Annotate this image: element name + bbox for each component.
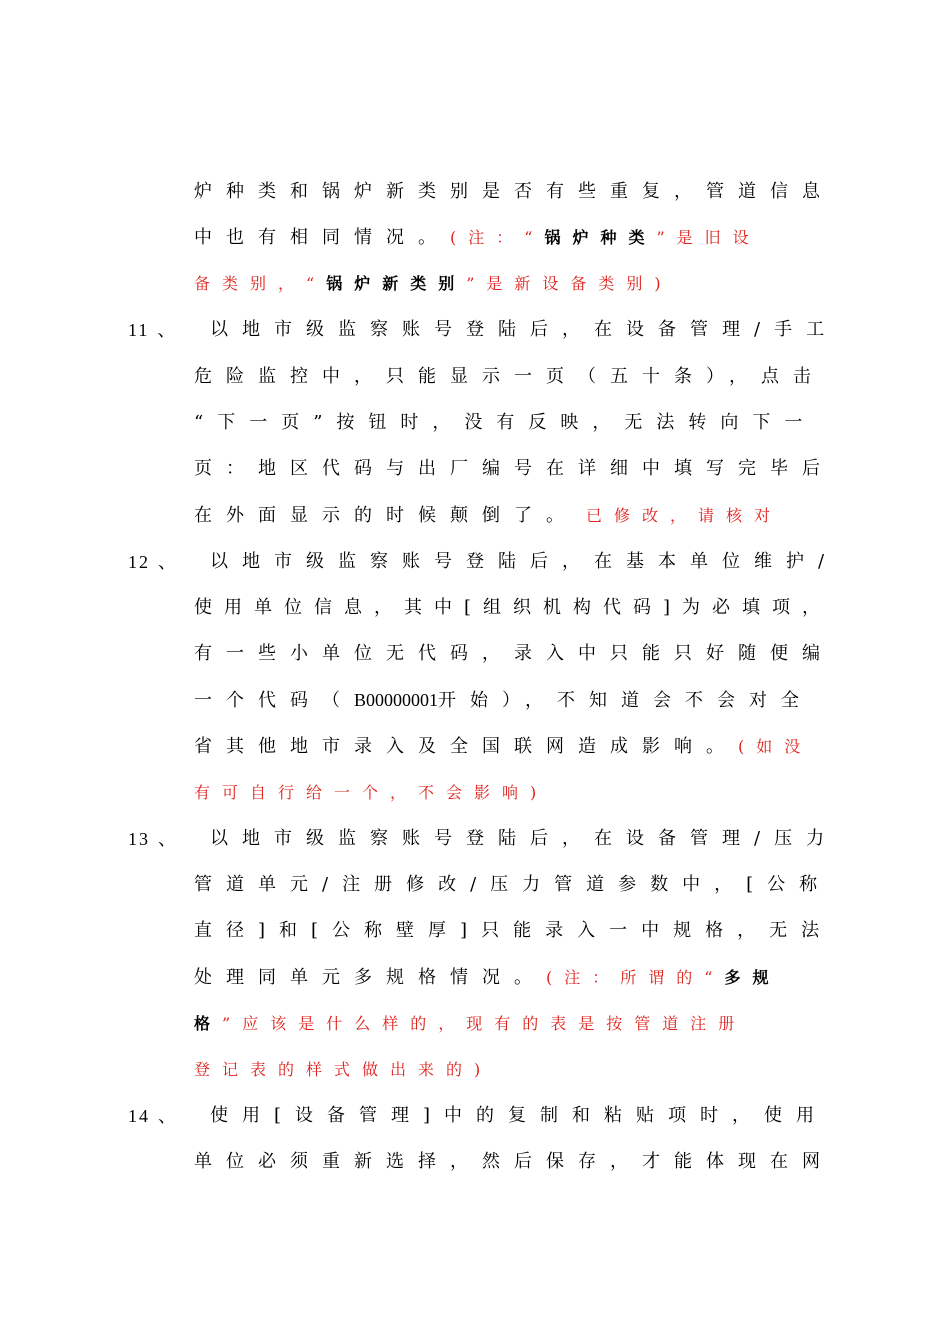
text-line [194, 365, 824, 389]
body-text: 处理同单元多规格情况。 [194, 967, 546, 988]
body-text: 一个代码（ [194, 690, 354, 711]
text-line [194, 781, 824, 805]
text-line [194, 688, 824, 712]
text-line [210, 550, 840, 574]
text-line [194, 180, 834, 204]
body-text: 页：地区代码与出厂编号在详细中填写完毕后 [194, 458, 834, 479]
text-line [194, 873, 832, 897]
note-text: 有可自行给一个，不会影响) [194, 783, 549, 802]
body-text: 炉种类和锅炉新类别是否有些重复，管道信息 [194, 181, 834, 202]
note-text: (注：“ [450, 228, 545, 247]
note-text: ”是新设备类别) [466, 274, 673, 293]
body-text: 使用单位信息，其中[组织机构代码]为必填项， [194, 597, 833, 618]
text-line [194, 735, 824, 759]
note-text: (如没 [738, 737, 813, 756]
text-line [194, 411, 824, 435]
text-line [194, 1012, 824, 1036]
body-text: 以地市级监察账号登陆后，在基本单位维护/ [210, 551, 839, 572]
text-line [194, 226, 824, 250]
text-line [194, 596, 833, 620]
note-text: 已修改，请核对 [586, 506, 783, 525]
item-number: 11 、 [128, 320, 178, 340]
body-text: 在外面显示的时候颠倒了。 [194, 505, 578, 526]
note-bold-text: 多规 [724, 968, 781, 987]
body-text: 省其他地市录入及全国联网造成影响。 [194, 736, 738, 757]
item-number: 13 、 [128, 829, 178, 849]
note-text: 备类别，“ [194, 274, 327, 293]
text-line [210, 827, 840, 851]
item-number: 12 、 [128, 552, 178, 572]
text-line [194, 1058, 824, 1082]
text-line [210, 318, 840, 342]
body-text: 以地市级监察账号登陆后，在设备管理/压力 [210, 828, 839, 849]
body-text: 中也有相同情况。 [194, 227, 450, 248]
body-text: 以地市级监察账号登陆后，在设备管理/手工 [210, 319, 839, 340]
text-line [194, 919, 834, 943]
body-text: “下一页”按钮时，没有反映，无法转向下一 [194, 412, 817, 433]
body-text: 管道单元/注册修改/压力管道参数中，[公称 [194, 874, 832, 895]
text-line [194, 1150, 834, 1174]
item-number: 14 、 [128, 1106, 178, 1126]
note-text: ”是旧设 [656, 228, 761, 247]
note-text: 登记表的样式做出来的) [194, 1060, 493, 1079]
text-line [194, 504, 824, 528]
note-text: (注：所谓的“ [546, 968, 725, 987]
text-line [210, 1104, 840, 1128]
note-text: ”应该是什么样的，现有的表是按管道注册 [222, 1014, 747, 1033]
body-text: B00000001 [354, 690, 439, 710]
note-bold-text: 格 [194, 1014, 223, 1033]
body-text: 单位必须重新选择，然后保存，才能体现在网 [194, 1151, 834, 1172]
body-text: 危险监控中，只能显示一页（五十条），点击 [194, 366, 825, 387]
body-text: 开始），不知道会不会对全 [438, 690, 814, 711]
body-text: 使用[设备管理]中的复制和粘贴项时，使用 [210, 1105, 829, 1126]
body-text: 有一些小单位无代码，录入中只能只好随便编 [194, 643, 834, 664]
body-text: 直径]和[公称壁厚]只能录入一中规格，无法 [194, 920, 834, 941]
text-line [194, 457, 834, 481]
note-bold-text: 锅炉新类别 [326, 274, 467, 293]
note-bold-text: 锅炉种类 [544, 228, 657, 247]
text-line [194, 642, 834, 666]
text-line [194, 966, 824, 990]
text-line [194, 272, 824, 296]
